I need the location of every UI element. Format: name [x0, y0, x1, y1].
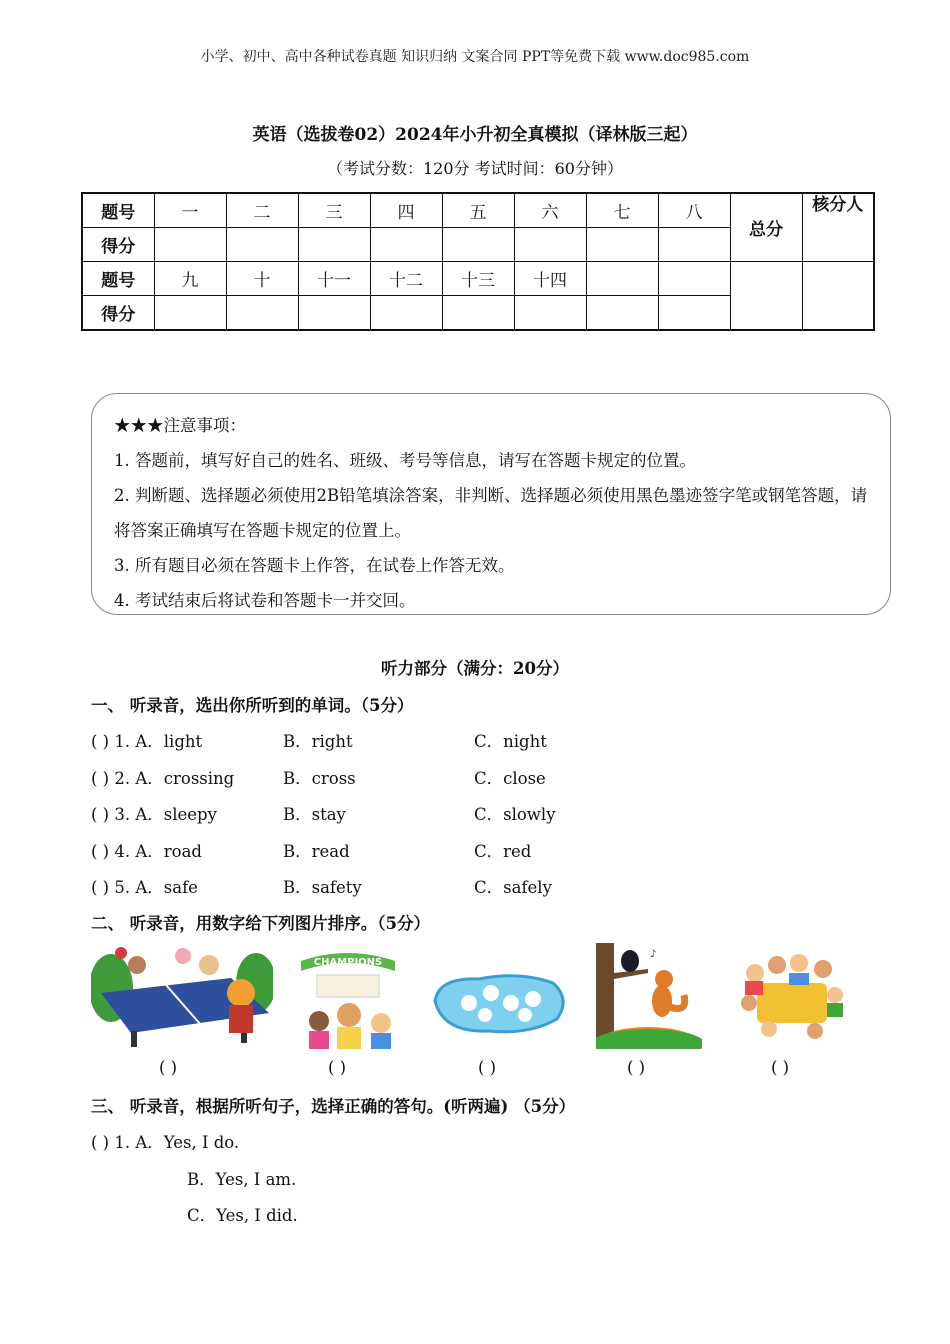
- score-cell: [298, 228, 370, 262]
- q1-option-c: C．night: [474, 732, 547, 751]
- q4-lead: ( ) 4. A．road: [91, 842, 202, 861]
- exam-title: 英语（选拔卷02）2024年小升初全真模拟（译林版三起）: [252, 125, 698, 145]
- page-header: 小学、初中、高中各种试卷真题 知识归纳 文案合同 PPT等免费下载 www.doc985.com: [200, 49, 750, 65]
- order-blank-3[interactable]: ( ): [478, 1058, 497, 1077]
- part2-heading: 二、 听录音，用数字给下列图片排序。（5分）: [91, 914, 430, 933]
- q5-option-b: B．safety: [283, 878, 362, 897]
- notice-item: 2. 判断题、选择题必须使用2B铅笔填涂答案，非判断、选择题必须使用黑色墨迹签字笔或钢笔答题，请将答案正确填写在答题卡规定的位置上。: [114, 486, 868, 540]
- label-number: 题号: [82, 262, 154, 296]
- banner-text: CHAMPIONS: [313, 957, 383, 968]
- score-table: [81, 192, 875, 331]
- q3-lead: ( ) 3. A．sleepy: [91, 805, 217, 824]
- exam-subtitle: （考试分数：120分 考试时间：60分钟）: [327, 159, 623, 178]
- q2-option-b: B．cross: [283, 769, 356, 788]
- label-score: 得分: [82, 228, 154, 262]
- order-blank-5[interactable]: ( ): [771, 1058, 790, 1077]
- cell-number: 六: [514, 193, 586, 228]
- cell-number: 十: [226, 262, 298, 296]
- cell-number: 七: [586, 193, 658, 228]
- q3-option-b: B．stay: [283, 805, 346, 824]
- score-cell: [298, 296, 370, 331]
- cell-number: [658, 262, 730, 296]
- cell-number: 一: [154, 193, 226, 228]
- score-cell: [514, 228, 586, 262]
- q5-lead: ( ) 5. A．safe: [91, 878, 198, 897]
- total-label: 总分: [730, 193, 802, 262]
- q4-option-c: C．red: [474, 842, 532, 861]
- q3-option-c: C．slowly: [474, 805, 556, 824]
- music-note-icon: ♪: [650, 949, 657, 960]
- score-cell: [226, 228, 298, 262]
- q2-lead: ( ) 2. A．crossing: [91, 769, 235, 788]
- cell-number: 十二: [370, 262, 442, 296]
- cell-number: 八: [658, 193, 730, 228]
- q1-lead: ( ) 1. A．light: [91, 732, 203, 751]
- cell-number: 三: [298, 193, 370, 228]
- score-cell: [586, 228, 658, 262]
- pond-picture: [429, 943, 569, 1049]
- score-cell: [442, 228, 514, 262]
- score-cell: [586, 296, 658, 331]
- order-blank-2[interactable]: ( ): [328, 1058, 347, 1077]
- cell-number: 十一: [298, 262, 370, 296]
- score-cell: [658, 296, 730, 331]
- part3-q1-option-b: B．Yes, I am.: [187, 1170, 297, 1189]
- score-cell: [226, 296, 298, 331]
- part3-heading: 三、 听录音，根据所听句子，选择正确的答句。(听两遍) （5分）: [91, 1097, 576, 1116]
- part1-heading: 一、 听录音，选出你所听到的单词。（5分）: [91, 696, 414, 715]
- part3-q1-lead: ( ) 1. A．Yes, I do.: [91, 1133, 240, 1152]
- total-cell: [730, 262, 802, 331]
- notice-box: [91, 393, 891, 615]
- cell-number: 十三: [442, 262, 514, 296]
- score-cell: [442, 296, 514, 331]
- notice-item: 1. 答题前，填写好自己的姓名、班级、考号等信息，请写在答题卡规定的位置。: [114, 451, 696, 470]
- q4-option-b: B．read: [283, 842, 350, 861]
- listening-title: 听力部分（满分：20分）: [381, 659, 569, 678]
- checker-cell: [802, 262, 874, 331]
- champions-picture: [297, 943, 400, 1049]
- cell-number: 九: [154, 262, 226, 296]
- q1-option-b: B．right: [283, 732, 353, 751]
- ping-pong-picture: [91, 943, 273, 1049]
- score-cell: [154, 228, 226, 262]
- score-cell: [370, 228, 442, 262]
- score-cell: [370, 296, 442, 331]
- crow-fox-picture: [596, 943, 702, 1049]
- notice-item: 3. 所有题目必须在答题卡上作答，在试卷上作答无效。: [114, 556, 515, 575]
- score-cell: [154, 296, 226, 331]
- cell-number: 四: [370, 193, 442, 228]
- cell-number: 十四: [514, 262, 586, 296]
- notice-heading: ★★★注意事项：: [114, 416, 246, 435]
- score-cell: [658, 228, 730, 262]
- order-blank-4[interactable]: ( ): [627, 1058, 646, 1077]
- notice-item: 4. 考试结束后将试卷和答题卡一并交回。: [114, 591, 416, 610]
- cell-number: [586, 262, 658, 296]
- q5-option-c: C．safely: [474, 878, 552, 897]
- label-number: 题号: [82, 193, 154, 228]
- q2-option-c: C．close: [474, 769, 546, 788]
- label-score: 得分: [82, 296, 154, 331]
- children-group-picture: [735, 943, 850, 1049]
- cell-number: 二: [226, 193, 298, 228]
- score-cell: [514, 296, 586, 331]
- cell-number: 五: [442, 193, 514, 228]
- order-blank-1[interactable]: ( ): [159, 1058, 178, 1077]
- part3-q1-option-c: C．Yes, I did.: [187, 1206, 298, 1225]
- checker-label: 核分人: [802, 193, 874, 262]
